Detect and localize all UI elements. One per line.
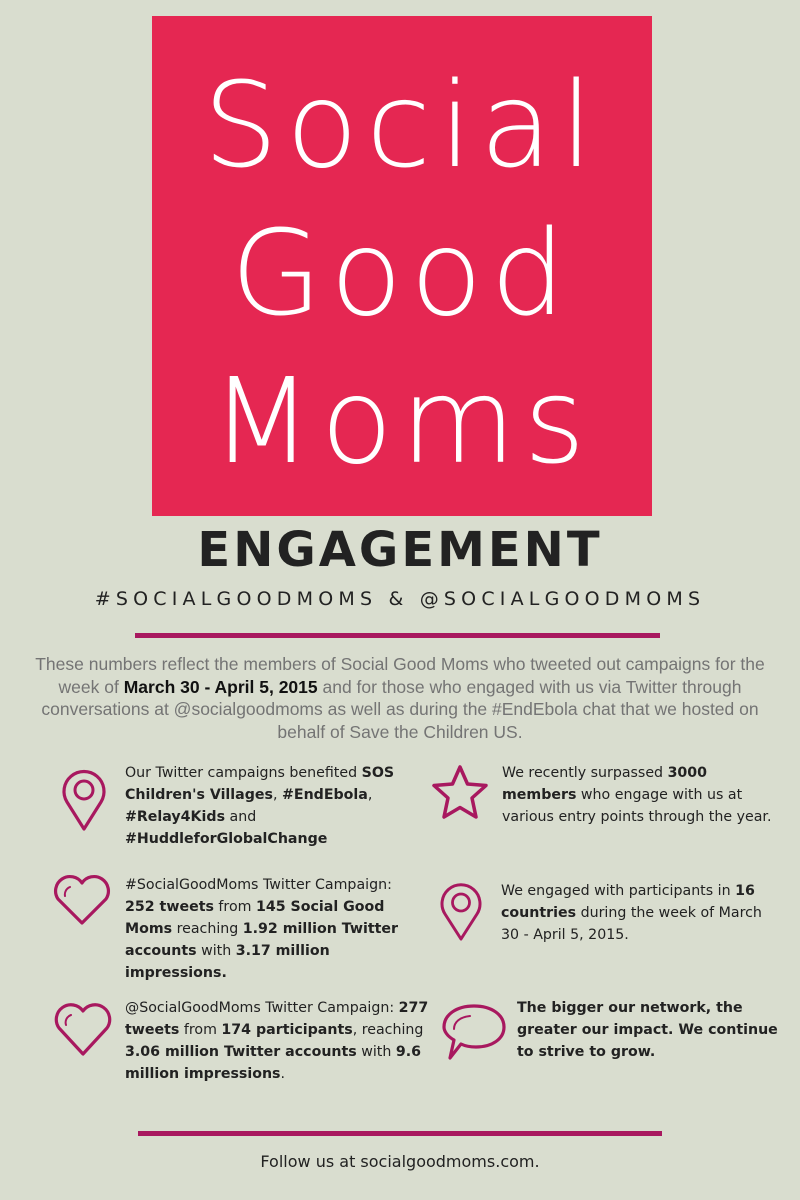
intro-paragraph [20, 653, 780, 743]
intro-text-part2: and for those who engaged with us via Twitter through conversations at @socialgoodmoms as well as during the #EndEbola chat that we hosted on behalf of Save the Children US. [41, 676, 759, 742]
stat-highlight: SOS Children's Villages [125, 765, 395, 803]
stat-text-segment: @SocialGoodMoms Twitter Campaign: [125, 1000, 399, 1016]
stat-text-segment: , reaching [352, 1022, 424, 1038]
logo-line-social: Social [203, 56, 601, 194]
stat-text [501, 880, 776, 946]
stat-highlight: #Relay4Kids [125, 809, 226, 825]
intro-dates: March 30 - April 5, 2015 [123, 676, 318, 697]
stat-text-segment: with [196, 943, 236, 959]
stat-highlight: #EndEbola [282, 787, 368, 803]
speech-bubble-icon [440, 1002, 508, 1067]
logo-line-good: Good [230, 204, 574, 342]
logo-line-moms: Moms [210, 352, 594, 490]
stat-text-segment: Our Twitter campaigns benefited [125, 765, 362, 781]
stat-text-segment: during the week of March 30 - April 5, 2015. [501, 905, 762, 943]
stat-text-segment: #SocialGoodMoms Twitter Campaign: [125, 877, 392, 893]
star-icon [429, 763, 491, 828]
page-subtitle: #SOCIALGOODMOMS & @SOCIALGOODMOMS [94, 588, 706, 610]
stat-text [125, 874, 400, 984]
stat-text [125, 762, 395, 850]
stat-text [517, 997, 782, 1063]
stat-text-segment: We engaged with participants in [501, 883, 736, 899]
stat-text-segment: who engage with us at various entry points through the year. [502, 787, 772, 825]
stat-highlight: 3.06 million Twitter accounts [125, 1044, 357, 1060]
heart-icon [52, 874, 112, 931]
divider-bottom [138, 1131, 662, 1136]
stat-text-segment: and [225, 809, 257, 825]
map-pin-icon [438, 880, 484, 947]
stat-text-segment: reaching [172, 921, 243, 937]
stat-text-segment: with [356, 1044, 396, 1060]
stat-highlight: 9.6 million impressions [125, 1044, 422, 1082]
stat-highlight: 145 Social Good Moms [125, 899, 385, 937]
stat-text-segment: from [213, 899, 256, 915]
stat-text-segment: We recently surpassed [502, 765, 668, 781]
stat-highlight: 277 tweets [125, 1000, 429, 1038]
stat-text-segment: , [367, 787, 373, 803]
stat-text-segment: . [280, 1066, 286, 1082]
stat-text-segment: from [179, 1022, 222, 1038]
logo-box [152, 16, 652, 516]
footer-link-text: Follow us at socialgoodmoms.com. [260, 1152, 540, 1171]
stat-highlight: 16 countries [501, 883, 755, 921]
stat-highlight: 3.17 million impressions. [125, 943, 330, 981]
map-pin-icon [60, 766, 108, 837]
stat-highlight: 174 participants [221, 1022, 353, 1038]
stat-highlight: 3000 members [502, 765, 708, 803]
stat-highlight: 1.92 million Twitter accounts [125, 921, 399, 959]
intro-text-part1: These numbers reflect the members of Social Good Moms who tweeted out campaigns for the week of [35, 654, 765, 697]
stat-highlight: 252 tweets [125, 899, 214, 915]
divider-top [135, 633, 660, 638]
stat-text [125, 997, 435, 1085]
page-title: ENGAGEMENT [197, 522, 603, 578]
stat-text [502, 762, 772, 828]
stat-highlight: The bigger our network, the greater our impact. We continue to strive to grow. [517, 1000, 778, 1060]
stat-highlight: #HuddleforGlobalChange [125, 831, 328, 847]
stat-text-segment: , [272, 787, 282, 803]
heart-icon [53, 1001, 113, 1062]
